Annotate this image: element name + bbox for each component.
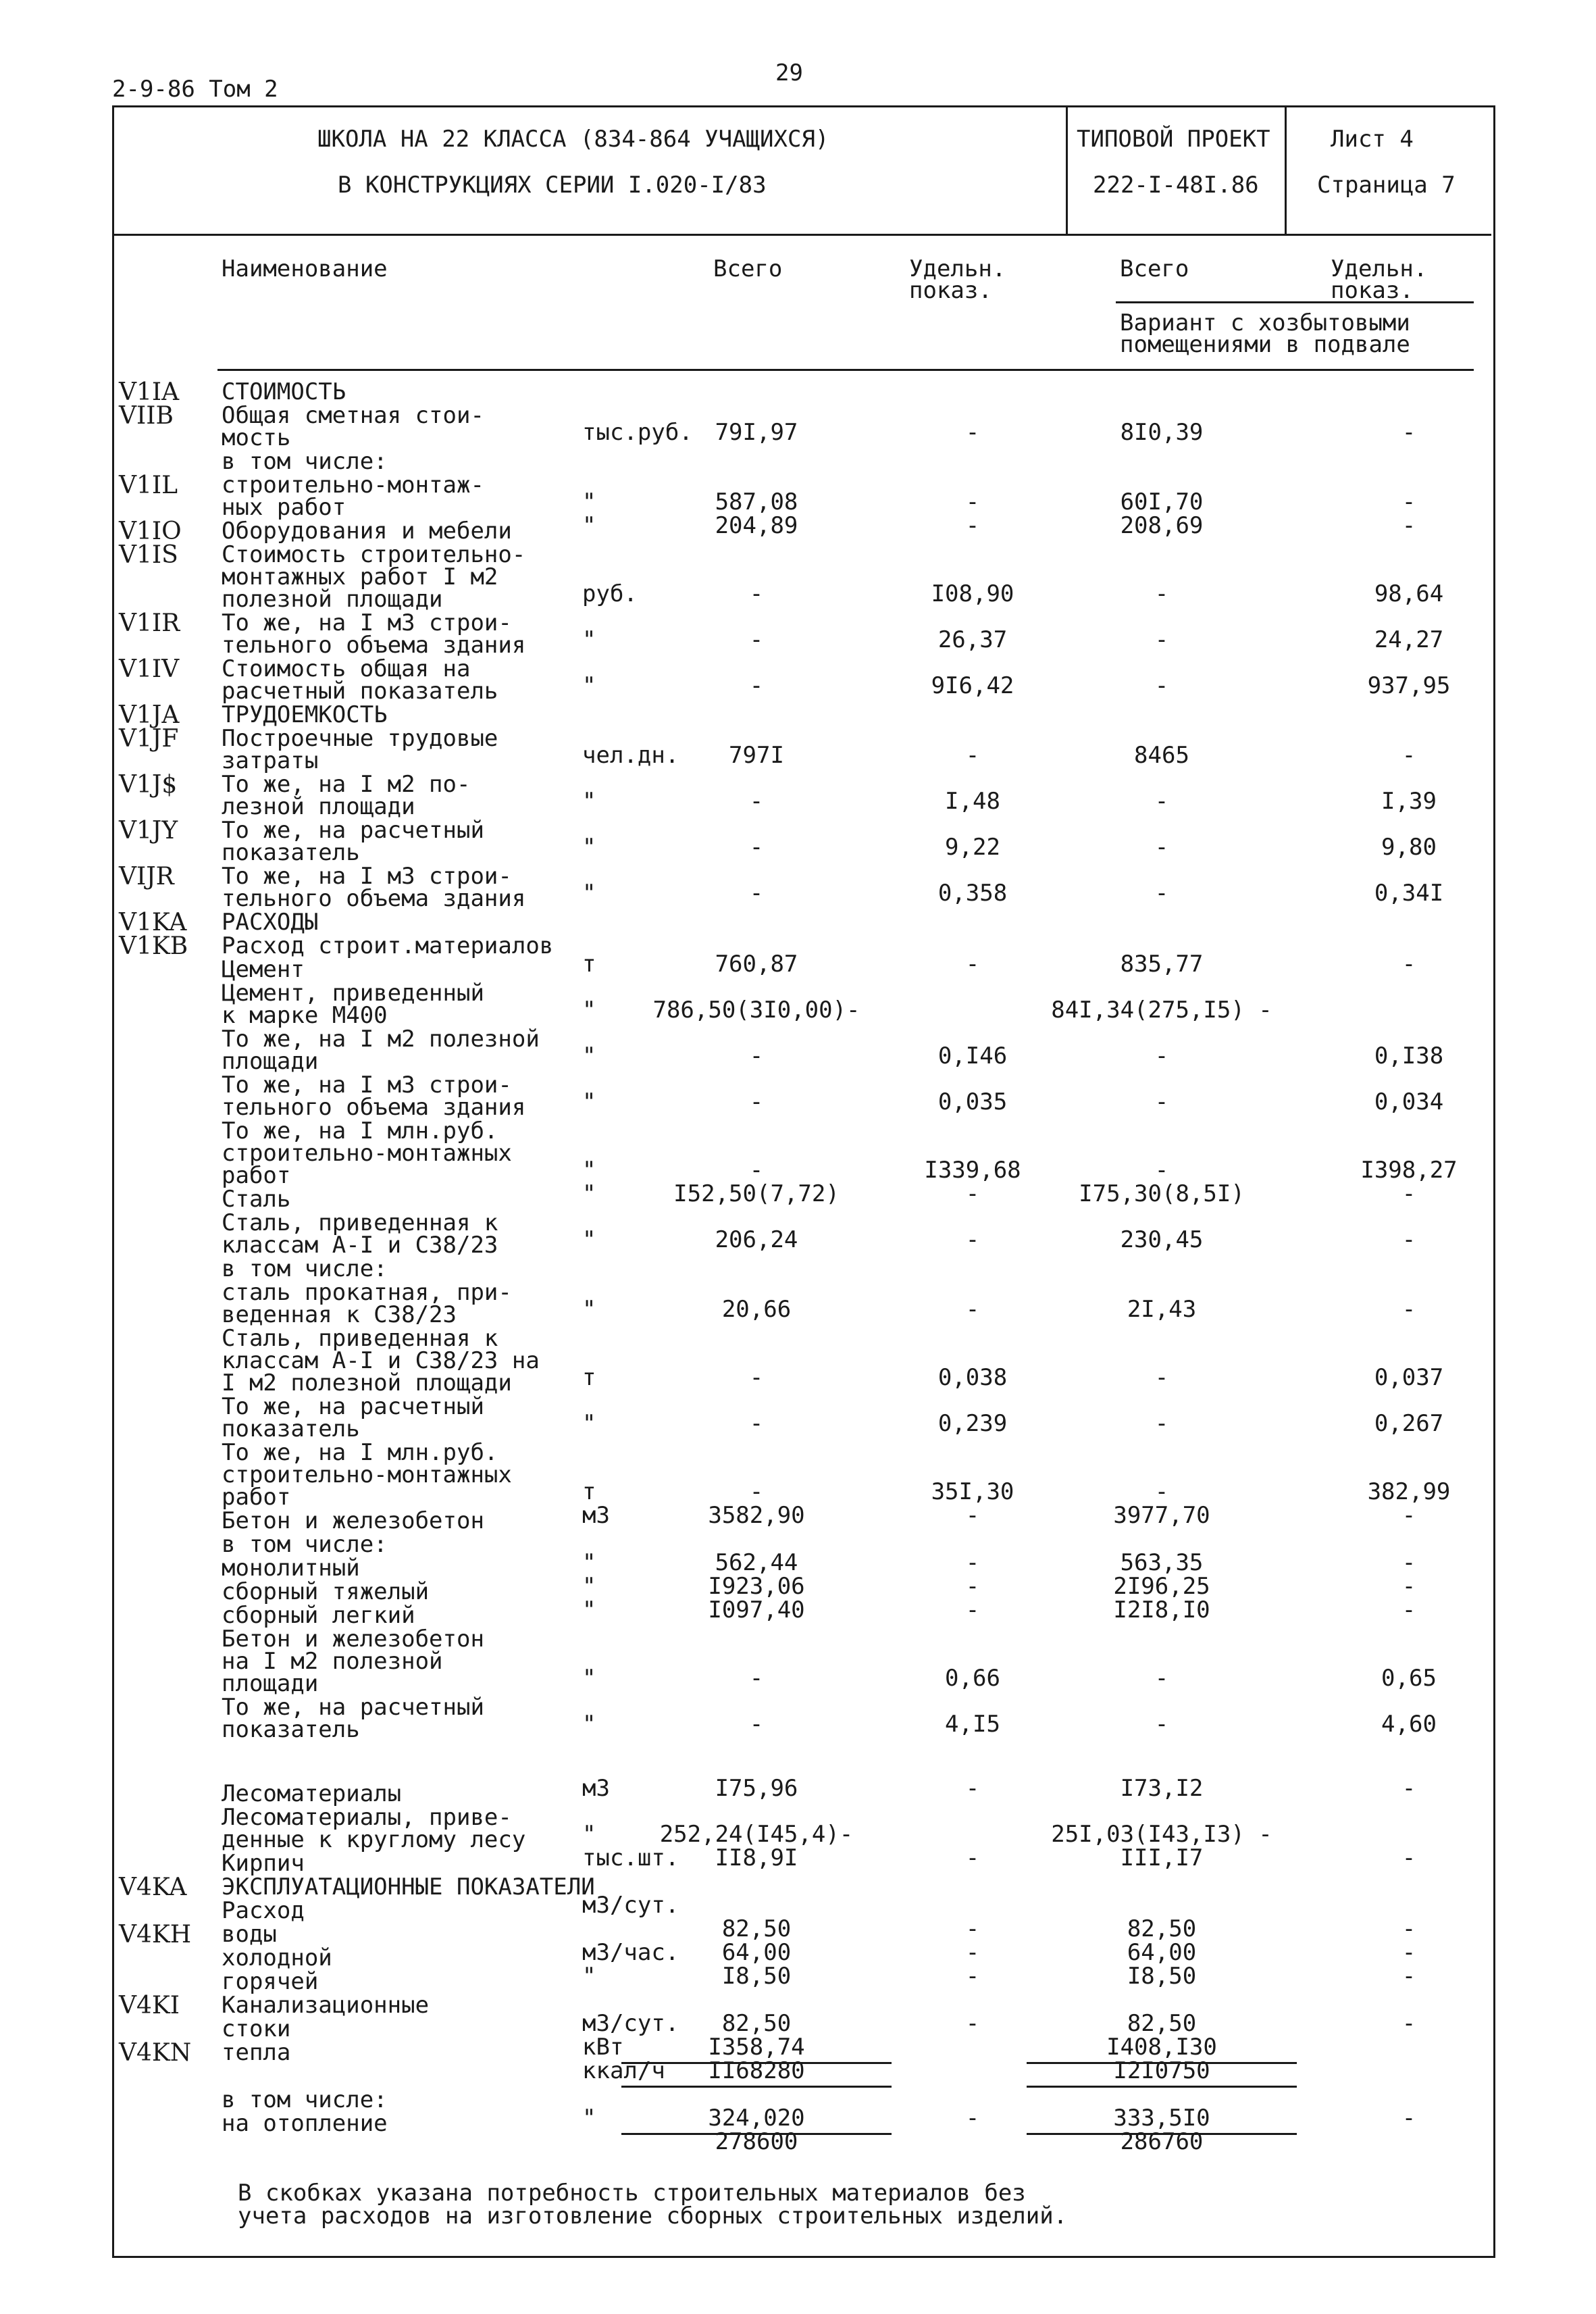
row-specific-1: -	[965, 1963, 980, 1990]
row-unit: "	[582, 1410, 596, 1437]
row-total-1: 786,50(3I0,00)-	[652, 997, 860, 1024]
row-specific-1: 0,038	[937, 1364, 1008, 1391]
row-unit: "	[582, 1711, 596, 1738]
row-unit: "	[582, 788, 596, 815]
row-total-2: -	[1154, 834, 1169, 861]
row-label: в том числе:	[222, 1255, 388, 1282]
row-unit: "	[582, 1963, 596, 1990]
row-total-1: I923,06	[708, 1573, 805, 1600]
row-specific-1: -	[965, 1596, 980, 1624]
row-specific-2: 0,034	[1374, 1088, 1444, 1115]
row-total-1: 82,50	[721, 2010, 792, 2037]
row-label: веденная к С38/23	[222, 1301, 457, 1328]
row-label: Расход	[222, 1897, 305, 1924]
row-specific-1: 0,358	[937, 880, 1008, 907]
row-unit: т	[582, 951, 596, 978]
row-label: горячей	[222, 1968, 319, 1995]
row-specific-2: 382,99	[1367, 1478, 1451, 1505]
row-label: сборный легкий	[222, 1602, 415, 1629]
row-total-2: 25I,03(I43,I3) -	[1051, 1821, 1272, 1848]
row-total-1: I8,50	[721, 1963, 792, 1990]
row-label: к марке М400	[222, 1002, 388, 1029]
row-total-1: -	[749, 834, 764, 861]
row-specific-2: 937,95	[1367, 672, 1451, 699]
row-total-2: 82,50	[1127, 1915, 1197, 1942]
sheet-number: Лист 4	[1331, 126, 1414, 153]
row-specific-2: 4,60	[1381, 1711, 1437, 1738]
row-specific-2: 24,27	[1374, 626, 1444, 653]
row-specific-1: I,48	[945, 788, 1000, 815]
variant-rule	[1116, 301, 1474, 303]
row-total-1: I75,96	[715, 1775, 798, 1802]
row-specific-1: -	[965, 1939, 980, 1966]
row-unit: "	[582, 626, 596, 653]
row-unit: "	[582, 834, 596, 861]
column-header-specific-1-line2: показ.	[909, 277, 992, 304]
row-label: То же, на расчетный	[222, 1393, 484, 1420]
footnote-line-2: учета расходов на изготовление сборных строительных изделий.	[238, 2203, 1068, 2230]
row-label: строительно-монтаж-	[222, 472, 484, 499]
row-specific-1: 26,37	[937, 626, 1008, 653]
row-label: То же, на I м3 строи-	[222, 863, 512, 890]
row-total-1: 252,24(I45,4)-	[659, 1821, 854, 1848]
row-total-2: 8465	[1134, 742, 1189, 769]
row-total-2: 286760	[1120, 2128, 1204, 2155]
row-label: классам А-I и С38/23	[222, 1232, 498, 1259]
row-total-1: 3582,90	[708, 1502, 805, 1529]
row-label: в том числе:	[222, 448, 388, 475]
row-total-1: -	[749, 672, 764, 699]
row-specific-1: -	[965, 1296, 980, 1323]
row-code: V1IA	[119, 378, 180, 406]
row-total-2: 563,35	[1120, 1549, 1204, 1576]
row-total-2: 64,00	[1127, 1939, 1197, 1966]
row-label: Общая сметная стои-	[222, 402, 484, 429]
row-code: V1IS	[119, 541, 178, 569]
row-total-2: -	[1154, 880, 1169, 907]
row-unit: чел.дн.	[582, 742, 679, 769]
row-specific-1: 9I6,42	[931, 672, 1014, 699]
row-unit: "	[582, 1296, 596, 1323]
row-total-2: 333,5I0	[1027, 2105, 1297, 2135]
row-total-2: -	[1154, 580, 1169, 607]
row-code: V1IL	[119, 472, 178, 499]
row-label: То же, на I м3 строи-	[222, 609, 512, 636]
row-unit: м3/сут.	[582, 1892, 679, 1919]
row-label: в том числе:	[222, 2086, 388, 2113]
row-label: затраты	[222, 747, 319, 774]
row-unit: м3/час.	[582, 1939, 679, 1966]
row-label: классам А-I и С38/23 на	[222, 1347, 540, 1374]
row-unit: "	[582, 1157, 596, 1184]
row-unit: "	[582, 997, 596, 1024]
row-specific-1: -	[965, 2105, 980, 2132]
row-total-1: I52,50(7,72)	[673, 1180, 840, 1207]
row-label: I м2 полезной площади	[222, 1369, 512, 1397]
row-total-1: -	[749, 1364, 764, 1391]
row-label: Лесоматериалы, приве-	[222, 1804, 512, 1831]
row-label: То же, на расчетный	[222, 1694, 484, 1721]
row-unit: м3	[582, 1775, 610, 1802]
row-label: полезной площади	[222, 586, 443, 613]
row-total-2: -	[1154, 1410, 1169, 1437]
row-specific-2: -	[1401, 488, 1416, 515]
row-label: Стоимость общая на	[222, 655, 471, 682]
row-specific-2: -	[1401, 1963, 1416, 1990]
row-specific-1: -	[965, 1915, 980, 1942]
row-unit: "	[582, 1549, 596, 1576]
variant-header-line1: Вариант с хозбытовыми	[1120, 309, 1410, 336]
row-unit: т	[582, 1364, 596, 1391]
row-label: показатель	[222, 839, 360, 866]
row-specific-1: -	[965, 1844, 980, 1871]
column-header-total-2: Всего	[1120, 255, 1189, 282]
row-total-1: -	[749, 1478, 764, 1505]
row-specific-1: -	[965, 1775, 980, 1802]
row-total-2: 8I0,39	[1120, 419, 1204, 446]
row-specific-1: -	[965, 1549, 980, 1576]
row-total-1: -	[749, 1088, 764, 1115]
row-code: V4KA	[119, 1873, 187, 1901]
row-label: показатель	[222, 1716, 360, 1743]
row-label: сталь прокатная, при-	[222, 1279, 512, 1306]
row-specific-1: -	[965, 488, 980, 515]
row-label: ных работ	[222, 494, 346, 521]
row-specific-1: -	[965, 419, 980, 446]
row-code: V4KN	[119, 2039, 192, 2067]
page-number: 29	[775, 59, 803, 86]
row-unit: ккал/ч	[582, 2057, 665, 2084]
row-specific-1: -	[965, 951, 980, 978]
row-total-2: -	[1154, 1711, 1169, 1738]
row-specific-2: -	[1401, 1549, 1416, 1576]
row-specific-1: 0,035	[937, 1088, 1008, 1115]
row-specific-1: -	[965, 512, 980, 539]
row-label: сборный тяжелый	[222, 1578, 430, 1605]
column-header-total-1: Всего	[713, 255, 783, 282]
row-specific-2: -	[1401, 1775, 1416, 1802]
row-label: СТОИМОСТЬ	[222, 378, 346, 405]
row-specific-1: I339,68	[924, 1157, 1021, 1184]
row-code: VIIB	[119, 402, 174, 430]
row-unit: "	[582, 1665, 596, 1692]
row-specific-2: -	[1401, 2010, 1416, 2037]
title-divider-2	[1285, 105, 1287, 234]
row-total-2: 84I,34(275,I5) -	[1051, 997, 1272, 1024]
row-specific-1: -	[965, 1573, 980, 1600]
row-label: Бетон и железобетон	[222, 1507, 484, 1534]
row-label: То же, на I м3 строи-	[222, 1072, 512, 1099]
row-specific-1: -	[965, 1502, 980, 1529]
row-total-2: -	[1154, 788, 1169, 815]
row-total-1: I097,40	[708, 1596, 805, 1624]
row-code: V1KB	[119, 932, 188, 960]
row-specific-2: -	[1401, 1573, 1416, 1600]
document-reference: 2-9-86 Том 2	[112, 76, 278, 103]
row-total-2: 230,45	[1120, 1226, 1204, 1253]
row-total-1: 324,020	[621, 2105, 892, 2135]
row-total-1: -	[749, 1042, 764, 1070]
row-unit: м3	[582, 1502, 610, 1529]
row-label: То же, на I млн.руб.	[222, 1117, 498, 1145]
row-total-1: 64,00	[721, 1939, 792, 1966]
row-specific-1: 0,I46	[937, 1042, 1008, 1070]
row-code: V1JY	[119, 817, 178, 845]
row-label: То же, на расчетный	[222, 817, 484, 844]
row-label: Сталь	[222, 1186, 291, 1213]
row-specific-2: -	[1401, 1180, 1416, 1207]
row-code: V1KA	[119, 909, 187, 936]
column-header-specific-2-line2: показ.	[1331, 277, 1414, 304]
row-unit: "	[582, 672, 596, 699]
row-total-1: -	[749, 880, 764, 907]
row-total-2: I408,I30	[1027, 2034, 1297, 2064]
row-label: расчетный показатель	[222, 678, 498, 705]
row-total-1: 79I,97	[715, 419, 798, 446]
row-specific-2: -	[1401, 951, 1416, 978]
row-total-1: -	[749, 1157, 764, 1184]
row-unit: руб.	[582, 580, 638, 607]
row-specific-2: -	[1401, 1939, 1416, 1966]
row-specific-2: -	[1401, 2105, 1416, 2132]
row-label: денные к круглому лесу	[222, 1826, 526, 1853]
row-total-1: II68280	[621, 2057, 892, 2088]
row-total-2: -	[1154, 626, 1169, 653]
row-total-1: 587,08	[715, 488, 798, 515]
row-total-1: 20,66	[721, 1296, 792, 1323]
title-divider-1	[1066, 105, 1068, 234]
row-label: в том числе:	[222, 1531, 388, 1558]
row-code: V4KH	[119, 1921, 192, 1948]
row-label: Лесоматериалы	[222, 1780, 402, 1807]
row-total-1: 204,89	[715, 512, 798, 539]
row-label: показатель	[222, 1415, 360, 1442]
row-label: Цемент	[222, 956, 305, 983]
row-total-2: I75,30(8,5I)	[1079, 1180, 1245, 1207]
row-total-1: 206,24	[715, 1226, 798, 1253]
row-label: Канализационные	[222, 1992, 430, 2019]
row-label: работ	[222, 1162, 291, 1189]
row-label: монтажных работ I м2	[222, 563, 498, 590]
row-specific-1: I08,90	[931, 580, 1014, 607]
row-unit: "	[582, 880, 596, 907]
row-total-1: I358,74	[621, 2034, 892, 2064]
row-specific-2: 98,64	[1374, 580, 1444, 607]
row-total-2: I2I0750	[1027, 2057, 1297, 2088]
row-unit: "	[582, 488, 596, 515]
row-label: Стоимость строительно-	[222, 541, 526, 568]
row-specific-1: 0,66	[945, 1665, 1000, 1692]
row-total-2: III,I7	[1120, 1844, 1204, 1871]
row-code: V1JF	[119, 725, 179, 753]
header-bottom-rule	[217, 369, 1474, 371]
row-label: площади	[222, 1670, 319, 1697]
column-header-name: Наименование	[222, 255, 388, 282]
row-code: V1J$	[119, 771, 178, 799]
row-total-1: 278600	[715, 2128, 798, 2155]
row-total-2: -	[1154, 1157, 1169, 1184]
row-code: V1IO	[119, 518, 182, 545]
row-total-1: -	[749, 788, 764, 815]
row-total-1: 760,87	[715, 951, 798, 978]
row-specific-1: 35I,30	[931, 1478, 1014, 1505]
row-specific-1: -	[965, 1180, 980, 1207]
row-label: лезной площади	[222, 793, 415, 820]
row-unit: "	[582, 1573, 596, 1600]
row-code: V1IV	[119, 655, 180, 683]
row-specific-2: 0,65	[1381, 1665, 1437, 1692]
row-unit: т	[582, 1478, 596, 1505]
row-total-2: I2I8,I0	[1113, 1596, 1210, 1624]
row-label: строительно-монтажных	[222, 1140, 512, 1167]
row-specific-2: -	[1401, 1844, 1416, 1871]
row-label: РАСХОДЫ	[222, 909, 319, 936]
variant-header-line2: помещениями в подвале	[1120, 331, 1410, 358]
row-specific-2: 0,34I	[1374, 880, 1444, 907]
row-unit: "	[582, 1088, 596, 1115]
row-total-1: 562,44	[715, 1549, 798, 1576]
row-total-1: 82,50	[721, 1915, 792, 1942]
row-specific-2: -	[1401, 1596, 1416, 1624]
row-total-2: I73,I2	[1120, 1775, 1204, 1802]
row-label: Построечные трудовые	[222, 725, 498, 752]
column-header-specific-2-line1: Удельн.	[1331, 255, 1428, 282]
row-label: строительно-монтажных	[222, 1461, 512, 1488]
row-total-2: 60I,70	[1120, 488, 1204, 515]
title-line-2: В КОНСТРУКЦИЯХ СЕРИИ I.020-I/83	[338, 172, 767, 199]
row-specific-1: -	[965, 742, 980, 769]
row-specific-2: 0,I38	[1374, 1042, 1444, 1070]
row-total-2: -	[1154, 672, 1169, 699]
project-label: ТИПОВОЙ ПРОЕКТ	[1077, 126, 1270, 153]
row-specific-1: 9,22	[945, 834, 1000, 861]
row-specific-2: I398,27	[1360, 1157, 1458, 1184]
row-unit: "	[582, 512, 596, 539]
row-total-1: 797I	[729, 742, 784, 769]
row-specific-2: -	[1401, 1502, 1416, 1529]
row-label: Сталь, приведенная к	[222, 1325, 498, 1352]
row-total-2: 2I,43	[1127, 1296, 1197, 1323]
row-label: на отопление	[222, 2110, 388, 2137]
row-code: V1IR	[119, 609, 180, 637]
row-label: стоки	[222, 2015, 291, 2042]
row-label: мость	[222, 424, 291, 451]
row-total-1: -	[749, 626, 764, 653]
row-total-2: 2I96,25	[1113, 1573, 1210, 1600]
page-label: Страница 7	[1317, 172, 1456, 199]
row-label: Кирпич	[222, 1850, 305, 1877]
row-total-2: 82,50	[1127, 2010, 1197, 2037]
row-unit: м3/сут.	[582, 2010, 679, 2037]
row-total-2: -	[1154, 1478, 1169, 1505]
row-label: на I м2 полезной	[222, 1648, 443, 1675]
row-total-2: -	[1154, 1088, 1169, 1115]
row-specific-2: -	[1401, 512, 1416, 539]
row-total-1: II8,9I	[715, 1844, 798, 1871]
row-total-2: -	[1154, 1042, 1169, 1070]
row-total-1: -	[749, 1410, 764, 1437]
row-unit: "	[582, 1042, 596, 1070]
row-total-1: -	[749, 580, 764, 607]
footnote-line-1: В скобках указана потребность строительных материалов без	[238, 2180, 1026, 2207]
row-total-2: -	[1154, 1665, 1169, 1692]
row-label: Сталь, приведенная к	[222, 1209, 498, 1236]
row-label: Расход строит.материалов	[222, 932, 554, 959]
row-code: VIJR	[119, 863, 174, 890]
project-number: 222-I-48I.86	[1093, 172, 1259, 199]
row-unit: кВт	[582, 2034, 624, 2061]
row-specific-2: -	[1401, 1226, 1416, 1253]
row-unit: "	[582, 1180, 596, 1207]
row-label: тельного объема здания	[222, 1094, 526, 1121]
row-label: Цемент, приведенный	[222, 980, 484, 1007]
row-specific-2: -	[1401, 419, 1416, 446]
row-specific-2: 9,80	[1381, 834, 1437, 861]
row-unit: тыс.руб.	[582, 419, 693, 446]
row-unit: "	[582, 1226, 596, 1253]
row-code: V1JA	[119, 701, 180, 729]
row-unit: "	[582, 1596, 596, 1624]
row-specific-1: 4,I5	[945, 1711, 1000, 1738]
row-label: То же, на I м2 полезной	[222, 1026, 540, 1053]
row-specific-2: 0,037	[1374, 1364, 1444, 1391]
row-specific-1: -	[965, 1226, 980, 1253]
row-specific-1: 0,239	[937, 1410, 1008, 1437]
row-label: площади	[222, 1048, 319, 1075]
row-total-2: 208,69	[1120, 512, 1204, 539]
title-line-1: ШКОЛА НА 22 КЛАССА (834-864 УЧАЩИХСЯ)	[317, 126, 829, 153]
row-label: тельного объема здания	[222, 632, 526, 659]
row-label: работ	[222, 1484, 291, 1511]
row-unit: тыс.шт.	[582, 1844, 679, 1871]
row-specific-2: I,39	[1381, 788, 1437, 815]
row-specific-2: 0,267	[1374, 1410, 1444, 1437]
row-unit: "	[582, 1821, 596, 1848]
row-label: Бетон и железобетон	[222, 1626, 484, 1653]
row-specific-2: -	[1401, 1915, 1416, 1942]
row-specific-2: -	[1401, 1296, 1416, 1323]
row-label: То же, на I млн.руб.	[222, 1439, 498, 1466]
row-total-1: -	[749, 1665, 764, 1692]
row-specific-2: -	[1401, 742, 1416, 769]
column-header-specific-1-line1: Удельн.	[909, 255, 1006, 282]
row-label: ТРУДОЕМКОСТЬ	[222, 701, 388, 728]
row-label: Оборудования и мебели	[222, 518, 512, 545]
row-specific-1: -	[965, 2010, 980, 2037]
row-label: ЭКСПЛУАТАЦИОННЫЕ ПОКАЗАТЕЛИ	[222, 1873, 595, 1901]
row-label: холодной	[222, 1944, 332, 1971]
row-unit: "	[582, 2105, 596, 2132]
row-label: тепла	[222, 2039, 291, 2066]
row-code: V4KI	[119, 1992, 180, 2019]
row-label: воды	[222, 1921, 277, 1948]
row-total-2: 835,77	[1120, 951, 1204, 978]
row-total-2: I8,50	[1127, 1963, 1197, 1990]
row-label: То же, на I м2 по-	[222, 771, 471, 798]
row-total-2: -	[1154, 1364, 1169, 1391]
row-label: тельного объема здания	[222, 885, 526, 912]
row-label: монолитный	[222, 1555, 360, 1582]
row-total-1: -	[749, 1711, 764, 1738]
row-total-2: 3977,70	[1113, 1502, 1210, 1529]
